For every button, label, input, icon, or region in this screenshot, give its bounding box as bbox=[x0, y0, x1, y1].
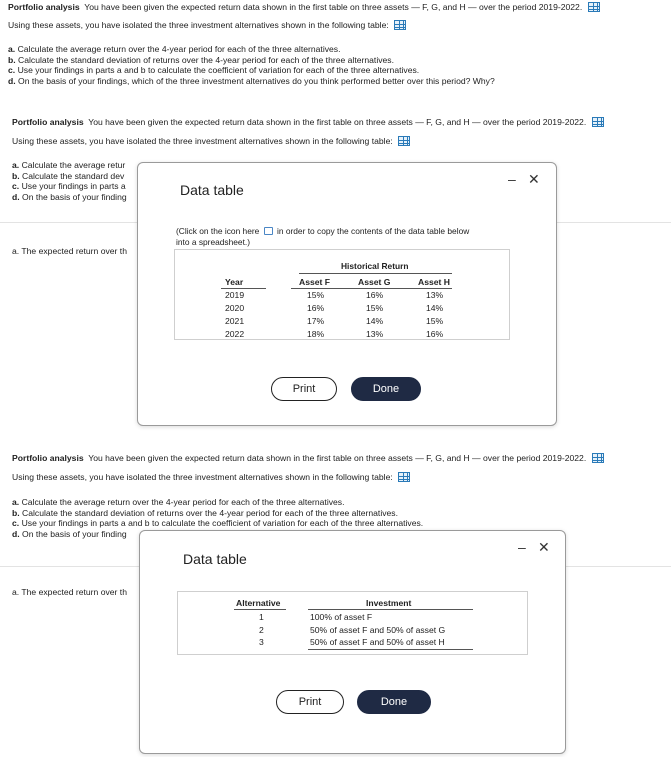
copy-icon[interactable] bbox=[264, 227, 273, 235]
panel1-intro-line2-text: Using these assets, you have isolated the three investment alternatives shown in the following table: bbox=[8, 20, 389, 30]
question-b bbox=[12, 508, 423, 519]
panel1-intro-text: You have been given the expected return data shown in the first table on three assets — F, G, and H — over the period 2019-2022. bbox=[84, 2, 583, 12]
cell-alternative: 2 bbox=[259, 625, 264, 635]
minimize-icon[interactable]: – bbox=[508, 171, 516, 187]
answer-prompt: a. The expected return over th bbox=[12, 587, 127, 597]
question-b bbox=[12, 171, 127, 182]
question-text: On the basis of your findings, which of the three investment alternatives do you think performed better over this period? Why? bbox=[18, 75, 495, 86]
panel3-intro bbox=[12, 453, 604, 463]
header-rule bbox=[221, 288, 266, 289]
question-a bbox=[12, 497, 423, 508]
question-label: d. bbox=[12, 528, 20, 539]
cell-asset-f: 16% bbox=[307, 303, 325, 313]
question-text: Calculate the average retur bbox=[21, 160, 126, 170]
question-label: c. bbox=[12, 518, 20, 528]
panel1-questions bbox=[8, 44, 495, 86]
instruction-suffix: in order to copy the contents of the data table below bbox=[276, 226, 470, 236]
table-row bbox=[225, 316, 244, 326]
cell-asset-f: 15% bbox=[307, 290, 325, 300]
cell-asset-h: 15% bbox=[426, 316, 444, 326]
cell-asset-g: 16% bbox=[366, 290, 384, 300]
table-icon[interactable] bbox=[398, 472, 410, 482]
question-c bbox=[12, 181, 127, 192]
cell-year: 2020 bbox=[225, 303, 245, 313]
cell-asset-h: 16% bbox=[426, 329, 444, 339]
col-header-asset-f: Asset F bbox=[299, 277, 331, 287]
panel2-intro bbox=[12, 117, 604, 127]
answer-prompt: a. The expected return over th bbox=[12, 246, 127, 256]
table-icon[interactable] bbox=[592, 453, 604, 463]
cell-asset-h: 13% bbox=[426, 290, 444, 300]
cell-asset-h: 14% bbox=[426, 303, 444, 313]
modal-title: Data table bbox=[180, 182, 244, 198]
question-c bbox=[8, 65, 495, 76]
question-text: Use your findings in parts a bbox=[21, 181, 126, 191]
question-label: b. bbox=[8, 54, 16, 65]
cell-alternative: 1 bbox=[259, 612, 264, 622]
question-text: Use your findings in parts a and b to calculate the coefficient of variation for each of the three alternatives. bbox=[17, 65, 420, 75]
cell-investment: 100% of asset F bbox=[310, 612, 373, 622]
cell-investment: 50% of asset F and 50% of asset G bbox=[310, 625, 446, 635]
row-rule bbox=[308, 649, 473, 650]
col-header-asset-g: Asset G bbox=[358, 277, 391, 287]
close-icon[interactable]: ✕ bbox=[538, 539, 550, 555]
question-label: a. bbox=[12, 497, 20, 507]
table-icon[interactable] bbox=[394, 20, 406, 30]
question-text: On the basis of your finding bbox=[22, 528, 127, 539]
cell-year: 2021 bbox=[225, 316, 245, 326]
question-label: b. bbox=[12, 170, 20, 181]
table-icon[interactable] bbox=[398, 136, 410, 146]
panel1-intro-line2 bbox=[8, 20, 406, 30]
question-b bbox=[8, 55, 495, 66]
data-table-modal-alternatives bbox=[139, 530, 566, 754]
copy-instruction bbox=[176, 226, 469, 247]
panel3-intro-line2 bbox=[12, 472, 410, 482]
question-a bbox=[12, 160, 127, 171]
returns-table-frame bbox=[174, 249, 510, 340]
cell-asset-f: 18% bbox=[307, 329, 325, 339]
copy-instruction-line2: into a spreadsheet.) bbox=[176, 236, 251, 247]
header-rule bbox=[234, 609, 286, 610]
header-rule bbox=[291, 288, 452, 289]
print-button[interactable]: Print bbox=[276, 690, 344, 714]
alternatives-table-frame bbox=[177, 591, 528, 655]
cell-investment: 50% of asset F and 50% of asset H bbox=[310, 637, 445, 647]
question-text: Calculate the standard deviation of returns over the 4-year period for each of the three alternatives. bbox=[18, 54, 394, 65]
header-rule bbox=[308, 609, 473, 610]
done-button[interactable]: Done bbox=[357, 690, 431, 714]
question-d bbox=[8, 76, 495, 87]
copy-instruction-line1 bbox=[176, 226, 469, 237]
group-header: Historical Return bbox=[341, 261, 409, 271]
cell-asset-f: 17% bbox=[307, 316, 325, 326]
table-icon[interactable] bbox=[588, 2, 600, 12]
done-button[interactable]: Done bbox=[351, 377, 421, 401]
panel3-intro-line2-text: Using these assets, you have isolated the three investment alternatives shown in the following table: bbox=[12, 472, 393, 482]
table-row bbox=[225, 290, 244, 300]
panel3-intro-bold: Portfolio analysis bbox=[12, 453, 84, 463]
question-label: d. bbox=[12, 191, 20, 202]
question-a bbox=[8, 44, 495, 55]
cell-year: 2022 bbox=[225, 329, 245, 339]
panel2-intro-line2 bbox=[12, 136, 410, 146]
panel2-intro-bold: Portfolio analysis bbox=[12, 117, 84, 127]
question-label: a. bbox=[8, 44, 16, 54]
question-text: Calculate the average return over the 4-year period for each of the three alternatives. bbox=[21, 497, 345, 507]
cell-asset-g: 13% bbox=[366, 329, 384, 339]
question-label: d. bbox=[8, 75, 16, 86]
panel3-intro-text: You have been given the expected return data shown in the first table on three assets — F, G, and H — over the period 2019-2022. bbox=[88, 453, 587, 463]
question-text: On the basis of your finding bbox=[22, 191, 127, 202]
data-table-modal-returns bbox=[137, 162, 557, 426]
question-text: Calculate the standard dev bbox=[22, 170, 125, 181]
col-header-investment: Investment bbox=[366, 598, 412, 608]
cell-asset-g: 15% bbox=[366, 303, 384, 313]
instruction-prefix: (Click on the icon here bbox=[176, 226, 260, 236]
minimize-icon[interactable]: – bbox=[518, 539, 526, 555]
print-button[interactable]: Print bbox=[271, 377, 337, 401]
question-text: Calculate the average return over the 4-year period for each of the three alternatives. bbox=[17, 44, 341, 54]
question-text: Use your findings in parts a and b to calculate the coefficient of variation for each of the three alternatives. bbox=[21, 518, 424, 528]
question-text: Calculate the standard deviation of returns over the 4-year period for each of the three alternatives. bbox=[22, 507, 398, 518]
panel1-intro-bold: Portfolio analysis bbox=[8, 2, 80, 12]
modal-title: Data table bbox=[183, 551, 247, 567]
table-row bbox=[225, 303, 244, 313]
question-label: c. bbox=[12, 181, 20, 191]
question-label: a. bbox=[12, 160, 20, 170]
cell-year: 2019 bbox=[225, 290, 245, 300]
question-c bbox=[12, 518, 423, 529]
question-label: b. bbox=[12, 507, 20, 518]
col-header-asset-h: Asset H bbox=[418, 277, 450, 287]
table-icon[interactable] bbox=[592, 117, 604, 127]
group-header-rule bbox=[299, 273, 452, 274]
cell-alternative: 3 bbox=[259, 637, 264, 647]
panel2-intro-text: You have been given the expected return data shown in the first table on three assets — F, G, and H — over the period 2019-2022. bbox=[88, 117, 587, 127]
col-header-year: Year bbox=[225, 277, 244, 287]
panel2-questions bbox=[12, 160, 127, 202]
cell-asset-g: 14% bbox=[366, 316, 384, 326]
panel2-intro-line2-text: Using these assets, you have isolated the three investment alternatives shown in the following table: bbox=[12, 136, 393, 146]
question-d bbox=[12, 192, 127, 203]
col-header-alternative: Alternative bbox=[236, 598, 281, 608]
table-row bbox=[225, 329, 244, 339]
question-label: c. bbox=[8, 65, 16, 75]
close-icon[interactable]: ✕ bbox=[528, 171, 540, 187]
panel1-intro bbox=[8, 2, 600, 12]
